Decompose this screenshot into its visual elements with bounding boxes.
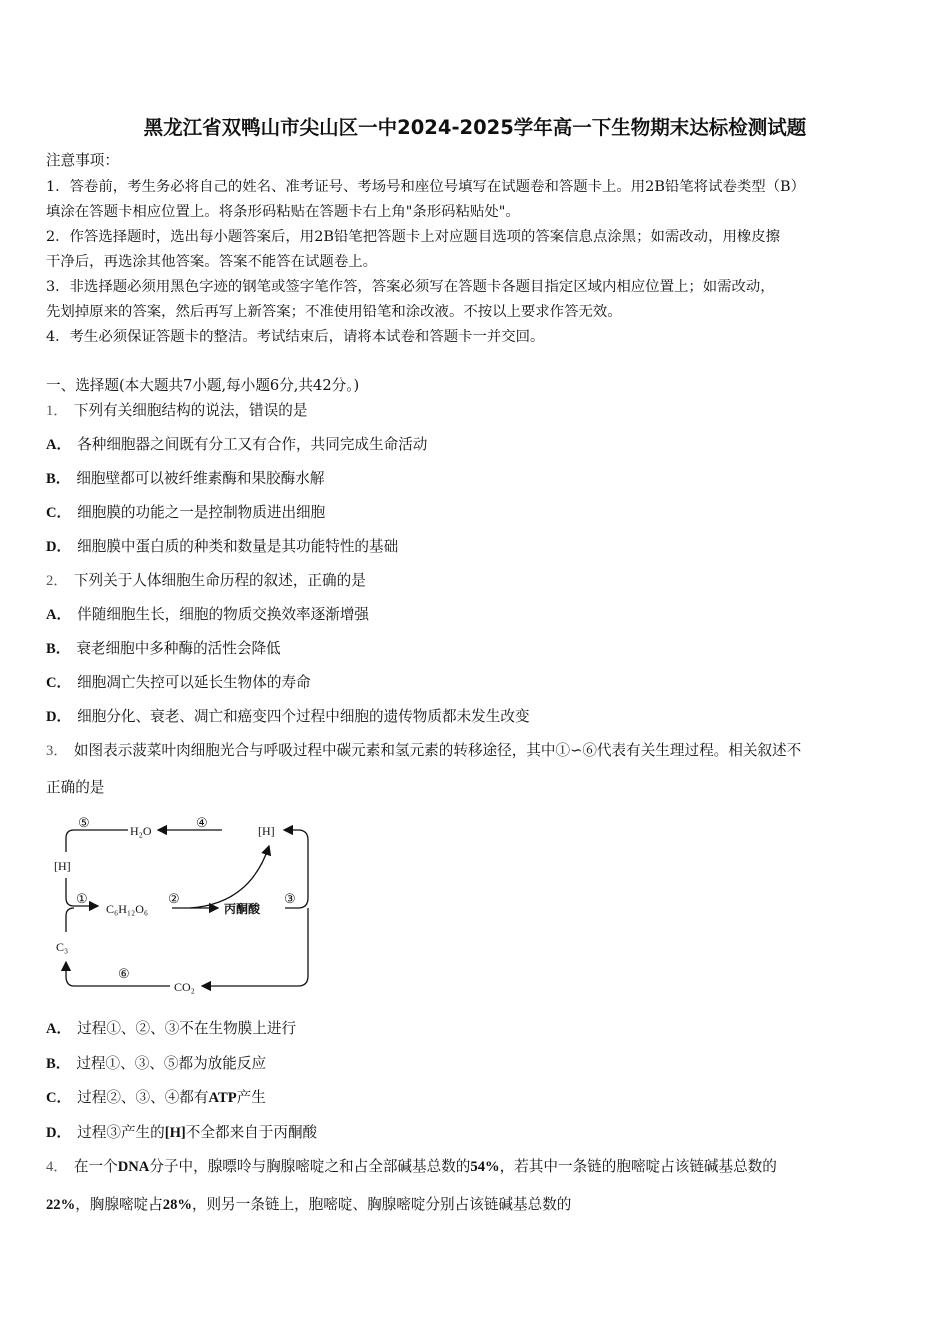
question-number: 1． [46,403,68,419]
option-text: 细胞壁都可以被纤维素酶和果胶酶水解 [76,470,325,487]
option-d[interactable] [46,537,398,557]
process-6-label: ⑥ [118,966,130,981]
question-text: ，胸腺嘧啶占 [75,1196,163,1213]
option-text: 衰老细胞中多种酶的活性会降低 [76,640,281,657]
option-label: A． [46,1021,72,1037]
pyruvate-label: 丙酮酸 [224,902,261,916]
question-text-bold: 22% [46,1197,76,1213]
option-text-bold: [H] [164,1125,186,1141]
notice-line: 4．考生必须保证答题卡的整洁。考试结束后，请将本试卷和答题卡一并交回。 [46,329,545,345]
option-text: 细胞膜的功能之一是控制物质进出细胞 [77,504,326,521]
option-label: B． [46,1056,71,1072]
question-4-stem [46,1157,777,1177]
process-5-label: ⑤ [78,815,90,830]
option-label: A． [46,607,72,623]
option-label: A． [46,437,72,453]
question-text-bold: DNA [117,1159,150,1175]
notice-line: 先划掉原来的答案，然后再写上新答案；不准使用铅笔和涂改液。不按以上要求作答无效。 [46,304,622,320]
option-label: C． [46,505,72,521]
option-a[interactable] [46,605,369,625]
notice-heading: 注意事项： [46,152,119,169]
question-number: 3． [46,743,68,759]
co2-label: CO₂ [174,980,195,994]
option-label: B． [46,471,71,487]
section-heading: 一、选择题(本大题共7小题,每小题6分,共42分。) [46,377,360,394]
arrow-process-3-co2 [202,908,308,986]
question-number: 2． [46,573,68,589]
hydrogen-top-label: [H] [258,824,275,838]
option-text: 过程②、③、④都有 [77,1089,209,1106]
notice-line: 干净后，再选涂其他答案。答案不能答在试题卷上。 [46,254,377,270]
option-label: C． [46,675,72,691]
option-c[interactable] [46,673,311,693]
question-number: 4． [46,1159,68,1175]
question-2-stem [46,571,366,591]
option-label: D． [46,539,72,555]
question-text: 如图表示菠菜叶肉细胞光合与呼吸过程中碳元素和氢元素的转移途径，其中①∽⑥代表有关生理过程。相关叙述不 [73,742,802,759]
question-text: ，若其中一条链的胞嘧啶占该链碱基总数的 [499,1158,777,1175]
notice-line: 3．非选择题必须用黑色字迹的钢笔或签字笔作答，答案必须写在答题卡各题目指定区域内相应位置上；如需改动， [46,279,775,295]
option-b[interactable] [46,639,281,659]
option-text: 不全都来自于丙酮酸 [185,1124,318,1141]
option-label: C． [46,1090,72,1106]
option-label: D． [46,709,72,725]
option-c[interactable] [46,503,325,523]
option-text: 伴随细胞生长，细胞的物质交换效率逐渐增强 [77,606,370,623]
page-title: 黑龙江省双鸭山市尖山区一中2024-2025学年高一下生物期末达标检测试题 [143,116,807,139]
question-text-bold: 54% [470,1159,500,1175]
option-text: 过程③产生的 [77,1124,165,1141]
question-text: 分子中，腺嘌呤与胸腺嘧啶之和占全部碱基总数的 [149,1158,471,1175]
glucose-label: C₆H₁₂O₆ [106,902,149,916]
process-3-label: ③ [284,891,296,906]
option-text: 细胞凋亡失控可以延长生物体的寿命 [77,674,311,691]
option-b[interactable] [46,469,324,489]
notice-line: 2．作答选择题时，选出每小题答案后，用2B铅笔把答题卡上对应题目选项的答案信息点涂黑；如需改动，用橡皮擦 [46,229,781,245]
question-text: 下列关于人体细胞生命历程的叙述，正确的是 [73,572,366,589]
option-a[interactable] [46,435,427,455]
c3-label: C₃ [56,940,69,954]
notice-line: 填涂在答题卡相应位置上。将条形码粘贴在答题卡右上角"条形码粘贴处"。 [46,204,520,220]
option-text: 过程①、②、③不在生物膜上进行 [77,1020,297,1037]
question-text-bold: 28% [162,1197,192,1213]
question-1-stem [46,401,307,421]
option-text: 细胞分化、衰老、凋亡和癌变四个过程中细胞的遗传物质都未发生改变 [77,708,530,725]
arrow-process-5 [66,830,128,852]
question-text: 在一个 [73,1158,118,1175]
option-text: 细胞膜中蛋白质的种类和数量是其功能特性的基础 [77,538,399,555]
option-text: 过程①、③、⑤都为放能反应 [76,1055,267,1072]
question-text: ，则另一条链上，胞嘧啶、胸腺嘧啶分别占该链碱基总数的 [191,1196,572,1213]
option-a[interactable] [46,1019,296,1039]
process-4-label: ④ [196,815,208,830]
option-d[interactable] [46,707,530,727]
option-b[interactable] [46,1054,266,1074]
carbon-hydrogen-pathway-diagram [40,806,330,1002]
h2o-label: H₂O [130,824,152,838]
process-1-label: ① [76,891,88,906]
question-3-stem [46,741,801,761]
option-c[interactable] [46,1088,266,1108]
question-4-stem-continued [46,1195,571,1215]
arrow-c3-to-glucose [66,908,74,932]
option-label: D． [46,1125,72,1141]
option-text: 各种细胞器之间既有分工又有合作，共同完成生命活动 [77,436,428,453]
process-2-label: ② [168,891,180,906]
question-3-stem-continued: 正确的是 [46,779,105,796]
option-text: 产生 [236,1089,266,1106]
option-d[interactable] [46,1123,317,1143]
arrow-process-2-hydrogen [190,846,269,908]
hydrogen-left-label: [H] [54,859,71,873]
option-label: B． [46,641,71,657]
notice-line: 1．答卷前，考生务必将自己的姓名、准考证号、考场号和座位号填写在试题卷和答题卡上。用2B铅笔将试卷类型（B） [46,179,805,195]
option-text-bold: ATP [208,1090,237,1106]
question-text: 下列有关细胞结构的说法，错误的是 [73,402,308,419]
